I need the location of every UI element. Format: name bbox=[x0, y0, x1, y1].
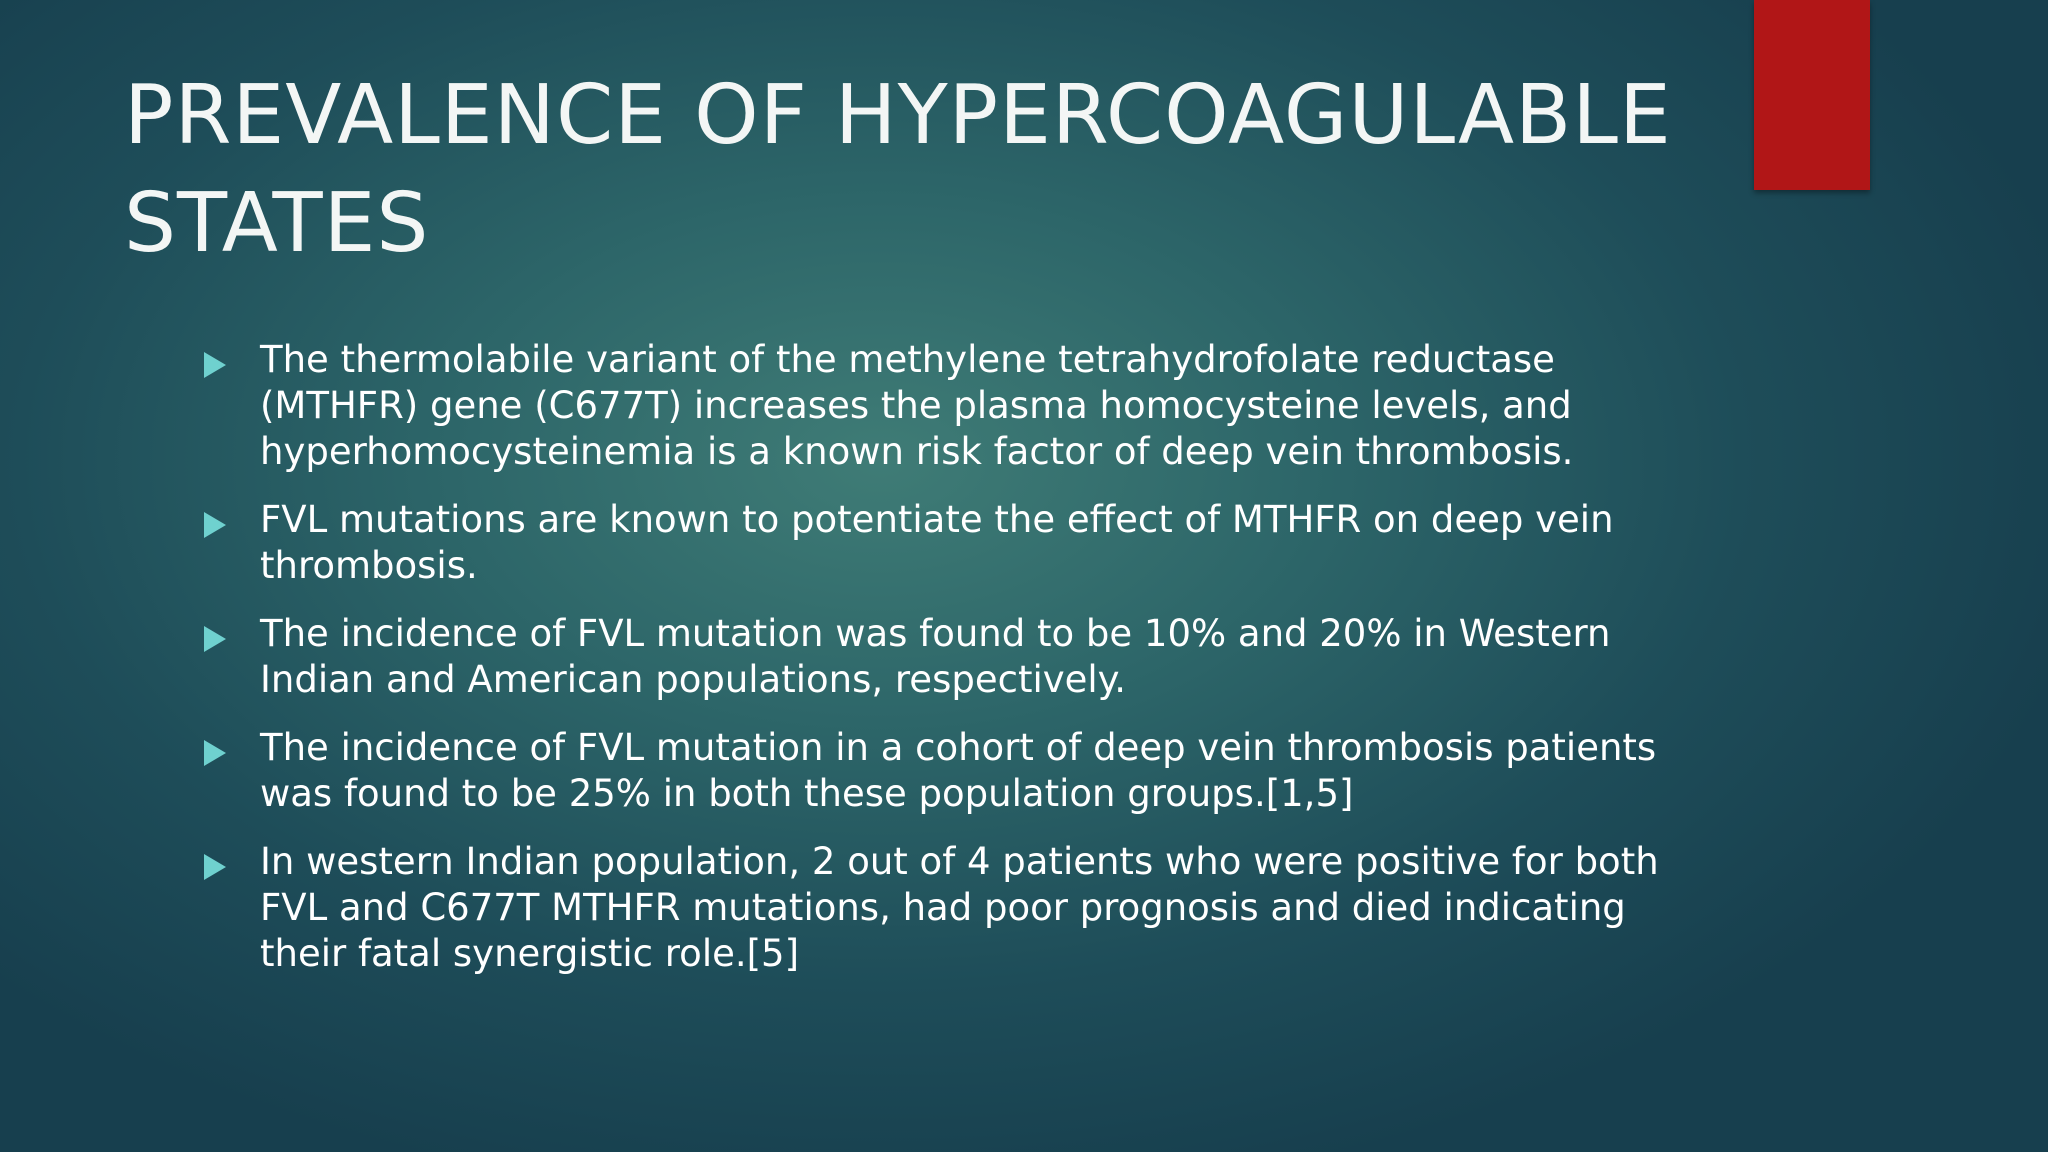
bullet-text: The incidence of FVL mutation was found to be 10% and 20% in Western Indian and American populations, respectively. bbox=[260, 612, 1611, 701]
triangle-right-icon bbox=[204, 854, 226, 880]
bullet-item bbox=[200, 337, 1680, 475]
triangle-right-icon bbox=[204, 512, 226, 538]
slide-title: PREVALENCE OF HYPERCOAGULABLE STATES bbox=[124, 68, 1672, 271]
bullet-list bbox=[200, 337, 1680, 999]
bullet-item bbox=[200, 725, 1680, 817]
accent-bar bbox=[1754, 0, 1870, 190]
triangle-right-icon bbox=[204, 740, 226, 766]
bullet-text: In western Indian population, 2 out of 4 patients who were positive for both FVL and C677T MTHFR mutations, had poor prognosis and died indicating their fatal synergistic role.[5] bbox=[260, 840, 1659, 975]
bullet-text: The thermolabile variant of the methylene tetrahydrofolate reductase (MTHFR) gene (C677T) increases the plasma homocysteine levels, and hyperhomocysteinemia is a known risk factor of deep vein thrombosis. bbox=[260, 338, 1574, 473]
bullet-text: FVL mutations are known to potentiate the effect of MTHFR on deep vein thrombosis. bbox=[260, 498, 1614, 587]
bullet-item bbox=[200, 839, 1680, 977]
triangle-right-icon bbox=[204, 626, 226, 652]
bullet-item bbox=[200, 497, 1680, 589]
bullet-item bbox=[200, 611, 1680, 703]
bullet-text: The incidence of FVL mutation in a cohort of deep vein thrombosis patients was found to be 25% in both these population groups.[1,5] bbox=[260, 726, 1657, 815]
triangle-right-icon bbox=[204, 352, 226, 378]
